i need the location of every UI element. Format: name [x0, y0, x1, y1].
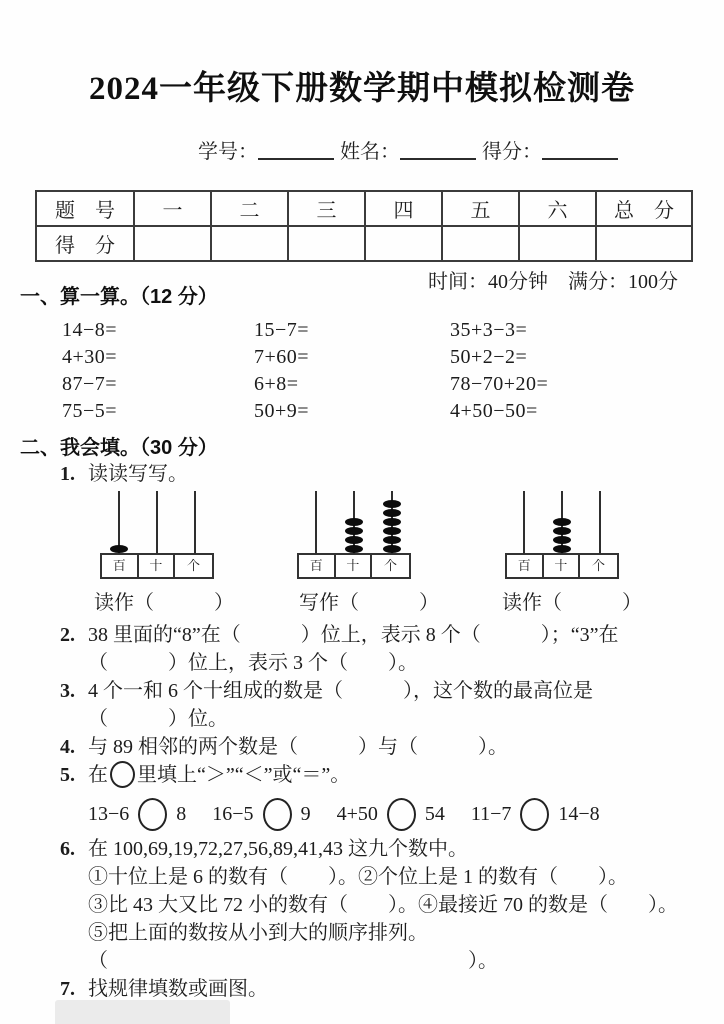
score-empty-cell [288, 226, 365, 261]
question-2-line-2 [88, 649, 724, 677]
scan-artifact [55, 1000, 230, 1024]
question-number: 3. [60, 680, 75, 702]
place-label-ones: 个 [186, 558, 200, 573]
score-empty-cell [134, 226, 211, 261]
student-score-label: 得分： [482, 141, 542, 163]
abacus-beads-tens [345, 517, 363, 553]
abacus-caption-3: 读作（ ） [502, 592, 642, 614]
score-empty-cell [519, 226, 596, 261]
comparison-item [212, 798, 310, 831]
question-5 [60, 761, 724, 789]
abacus-beads-hundreds [110, 544, 128, 553]
question-7 [60, 975, 724, 1003]
score-table-score-row [36, 226, 692, 261]
question-2 [60, 621, 724, 649]
score-table-header-cell: 四 [365, 191, 442, 226]
place-label-tens: 十 [544, 555, 581, 577]
calc-problem: 7+60= [254, 346, 310, 368]
question-text: ①十位上是 6 的数有（ ）。②个位上是 1 的数有（ ）。 [88, 866, 628, 888]
abacus-caption-2: 写作（ ） [299, 592, 439, 614]
abacus-rod-ones [194, 491, 196, 554]
place-label-hundreds: 百 [102, 555, 139, 577]
question-text-pre: 在 [88, 764, 108, 786]
comparison-answer-circle [520, 798, 549, 831]
abacus-place-box [297, 553, 411, 579]
calc-problem: 50+9= [254, 400, 310, 422]
abacus-bead [345, 527, 363, 535]
abacus-3 [505, 491, 619, 579]
calc-problem: 4+30= [62, 346, 118, 368]
score-table-header-cell: 一 [134, 191, 211, 226]
calculation-grid [62, 317, 724, 425]
abacus-bead [383, 509, 401, 517]
question-3-line-2 [88, 705, 724, 733]
page-title: 2024一年级下册数学期中模拟检测卷 [89, 71, 635, 107]
fill-circle-icon [110, 761, 135, 788]
calc-problem: 35+3−3= [450, 319, 528, 341]
abacus-bead [383, 500, 401, 508]
question-1 [60, 460, 724, 488]
comparison-answer-circle [387, 798, 416, 831]
calc-problem: 87−7= [62, 373, 118, 395]
abacus-rod-ones [599, 491, 601, 554]
question-6 [60, 835, 724, 863]
abacus-figures [0, 491, 724, 621]
comparison-item [471, 798, 600, 831]
place-label-hundreds: 百 [507, 555, 544, 577]
abacus-bead [345, 545, 363, 553]
abacus-bead [553, 527, 571, 535]
student-score-blank [542, 140, 618, 160]
score-table-header-cell: 五 [442, 191, 519, 226]
question-number: 7. [60, 978, 75, 1000]
question-number: 2. [60, 624, 75, 646]
comparison-left: 13−6 [88, 802, 130, 825]
calc-problem: 78−70+20= [450, 373, 549, 395]
question-text: 找规律填数或画图。 [88, 978, 268, 1000]
score-table [35, 190, 693, 262]
abacus-place-box [505, 553, 619, 579]
score-row-label: 得 分 [36, 226, 134, 261]
score-table-header-cell: 二 [211, 191, 288, 226]
score-empty-cell [211, 226, 288, 261]
abacus-rods [100, 491, 214, 553]
abacus-rods [505, 491, 619, 553]
question-text: 38 里面的“8”在（ ）位上，表示 8 个（ ）；“3”在 [88, 624, 619, 646]
question-text: ⑤把上面的数按从小到大的顺序排列。 [88, 922, 428, 944]
comparison-row [88, 795, 724, 833]
question-text: ③比 43 大又比 72 小的数有（ ）。④最接近 70 的数是（ ）。 [88, 894, 678, 916]
abacus-bead [553, 518, 571, 526]
calc-problem: 75−5= [62, 400, 118, 422]
abacus-caption-1: 读作（ ） [94, 592, 234, 614]
question-6-sub-3 [88, 919, 724, 947]
abacus-2 [297, 491, 411, 579]
answer-blank: （ ）。 [88, 950, 498, 972]
calc-problem: 15−7= [254, 319, 310, 341]
abacus-rod-hundreds [315, 491, 317, 554]
place-label-ones: 个 [591, 558, 605, 573]
score-empty-cell [596, 226, 692, 261]
exam-time-info: 时间：40分钟 满分：100分 [428, 271, 678, 293]
calc-problem: 4+50−50= [450, 400, 538, 422]
abacus-bead [383, 518, 401, 526]
abacus-bead [383, 545, 401, 553]
score-table-header-cell: 题 号 [36, 191, 134, 226]
comparison-item [337, 798, 445, 831]
question-number: 4. [60, 736, 75, 758]
abacus-bead [345, 518, 363, 526]
question-6-sub-1 [88, 863, 724, 891]
score-table-header-cell: 总 分 [596, 191, 692, 226]
abacus-place-box [100, 553, 214, 579]
question-6-answer-line [88, 947, 724, 975]
question-text: （ ）位上，表示 3 个（ ）。 [88, 652, 418, 674]
calc-problem: 14−8= [62, 319, 118, 341]
question-3 [60, 677, 724, 705]
place-label-ones: 个 [383, 558, 397, 573]
student-id-label: 学号： [198, 141, 258, 163]
abacus-beads-tens [553, 517, 571, 553]
calc-problem: 6+8= [254, 373, 299, 395]
question-text: 4 个一和 6 个十组成的数是（ ），这个数的最高位是 [88, 680, 593, 702]
student-id-blank [258, 140, 334, 160]
comparison-left: 16−5 [212, 802, 254, 825]
comparison-right: 8 [176, 802, 187, 825]
section-two-heading: 二、我会填。（30 分） [20, 437, 218, 459]
abacus-bead [383, 527, 401, 535]
student-name-label: 姓名： [340, 141, 400, 163]
question-text: 与 89 相邻的两个数是（ ）与（ ）。 [88, 736, 508, 758]
score-empty-cell [365, 226, 442, 261]
place-label-tens: 十 [139, 555, 176, 577]
student-info-row [0, 135, 724, 164]
question-number: 6. [60, 838, 75, 860]
place-label-tens: 十 [336, 555, 373, 577]
comparison-right: 9 [300, 802, 311, 825]
comparison-answer-circle [138, 798, 167, 831]
question-number: 5. [60, 764, 75, 786]
question-6-sub-2 [88, 891, 724, 919]
comparison-item [88, 798, 186, 831]
abacus-bead [345, 536, 363, 544]
abacus-rod-hundreds [523, 491, 525, 554]
question-4 [60, 733, 724, 761]
abacus-bead [383, 536, 401, 544]
question-text-post: 里填上“＞”“＜”或“＝”。 [137, 764, 351, 786]
abacus-beads-ones [383, 499, 401, 553]
abacus-bead [553, 545, 571, 553]
comparison-left: 4+50 [336, 802, 378, 825]
score-table-header-cell: 六 [519, 191, 596, 226]
comparison-right: 54 [424, 802, 445, 825]
student-name-blank [400, 140, 476, 160]
score-empty-cell [442, 226, 519, 261]
place-label-hundreds: 百 [299, 555, 336, 577]
comparison-answer-circle [263, 798, 292, 831]
question-text: 读读写写。 [88, 463, 188, 485]
question-number: 1. [60, 463, 75, 485]
comparison-right: 14−8 [558, 802, 600, 825]
score-table-header-row [36, 191, 692, 226]
section-one-heading: 一、算一算。（12 分） [20, 286, 218, 308]
abacus-rod-tens [156, 491, 158, 554]
question-text: 在 100,69,19,72,27,56,89,41,43 这九个数中。 [88, 838, 468, 860]
question-text: （ ）位。 [88, 708, 228, 730]
score-table-header-cell: 三 [288, 191, 365, 226]
calc-problem: 50+2−2= [450, 346, 528, 368]
abacus-bead [553, 536, 571, 544]
abacus-bead [110, 545, 128, 553]
comparison-left: 11−7 [470, 802, 512, 825]
abacus-1 [100, 491, 214, 579]
abacus-rods [297, 491, 411, 553]
